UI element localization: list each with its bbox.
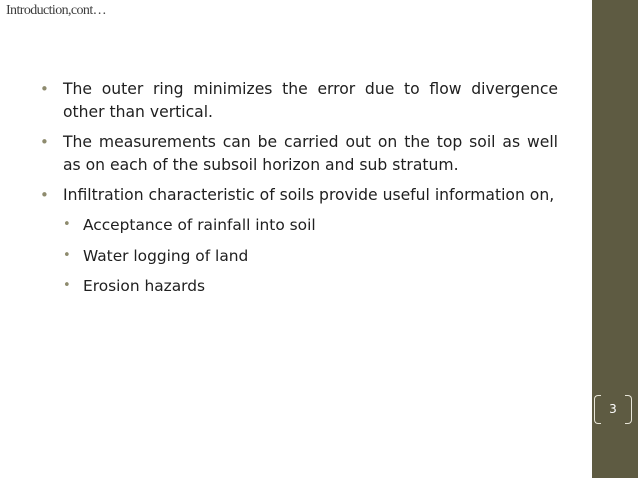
page-number: 3: [609, 402, 617, 416]
slide-title: Introduction,cont…: [6, 3, 107, 18]
sub-bullet-text: Water logging of land: [83, 246, 249, 265]
sub-bullet-text: Erosion hazards: [83, 277, 206, 295]
bullet-icon: •: [40, 186, 49, 204]
page-number-badge: [594, 395, 632, 424]
bullet-item: [40, 78, 558, 124]
bullet-icon: •: [63, 217, 71, 232]
bullet-text: The measurements can be carried out on the top soil as well as on each of the subsoil horizon and sub stratum.: [63, 133, 558, 174]
sub-bullet-item: [40, 245, 558, 267]
bullet-list: [40, 78, 558, 306]
sub-bullet-item: [40, 275, 558, 297]
bullet-text: Infiltration characteristic of soils provide useful information on,: [63, 186, 555, 204]
bullet-icon: •: [40, 133, 49, 151]
bullet-icon: •: [40, 80, 49, 98]
bullet-item: [40, 131, 558, 177]
bullet-item: [40, 184, 558, 207]
sub-bullet-item: [40, 214, 558, 236]
sub-bullet-text: Acceptance of rainfall into soil: [83, 216, 316, 234]
bullet-text: The outer ring minimizes the error due to flow divergence other than vertical.: [63, 80, 558, 121]
bullet-icon: •: [63, 247, 71, 263]
bullet-icon: •: [63, 278, 71, 293]
